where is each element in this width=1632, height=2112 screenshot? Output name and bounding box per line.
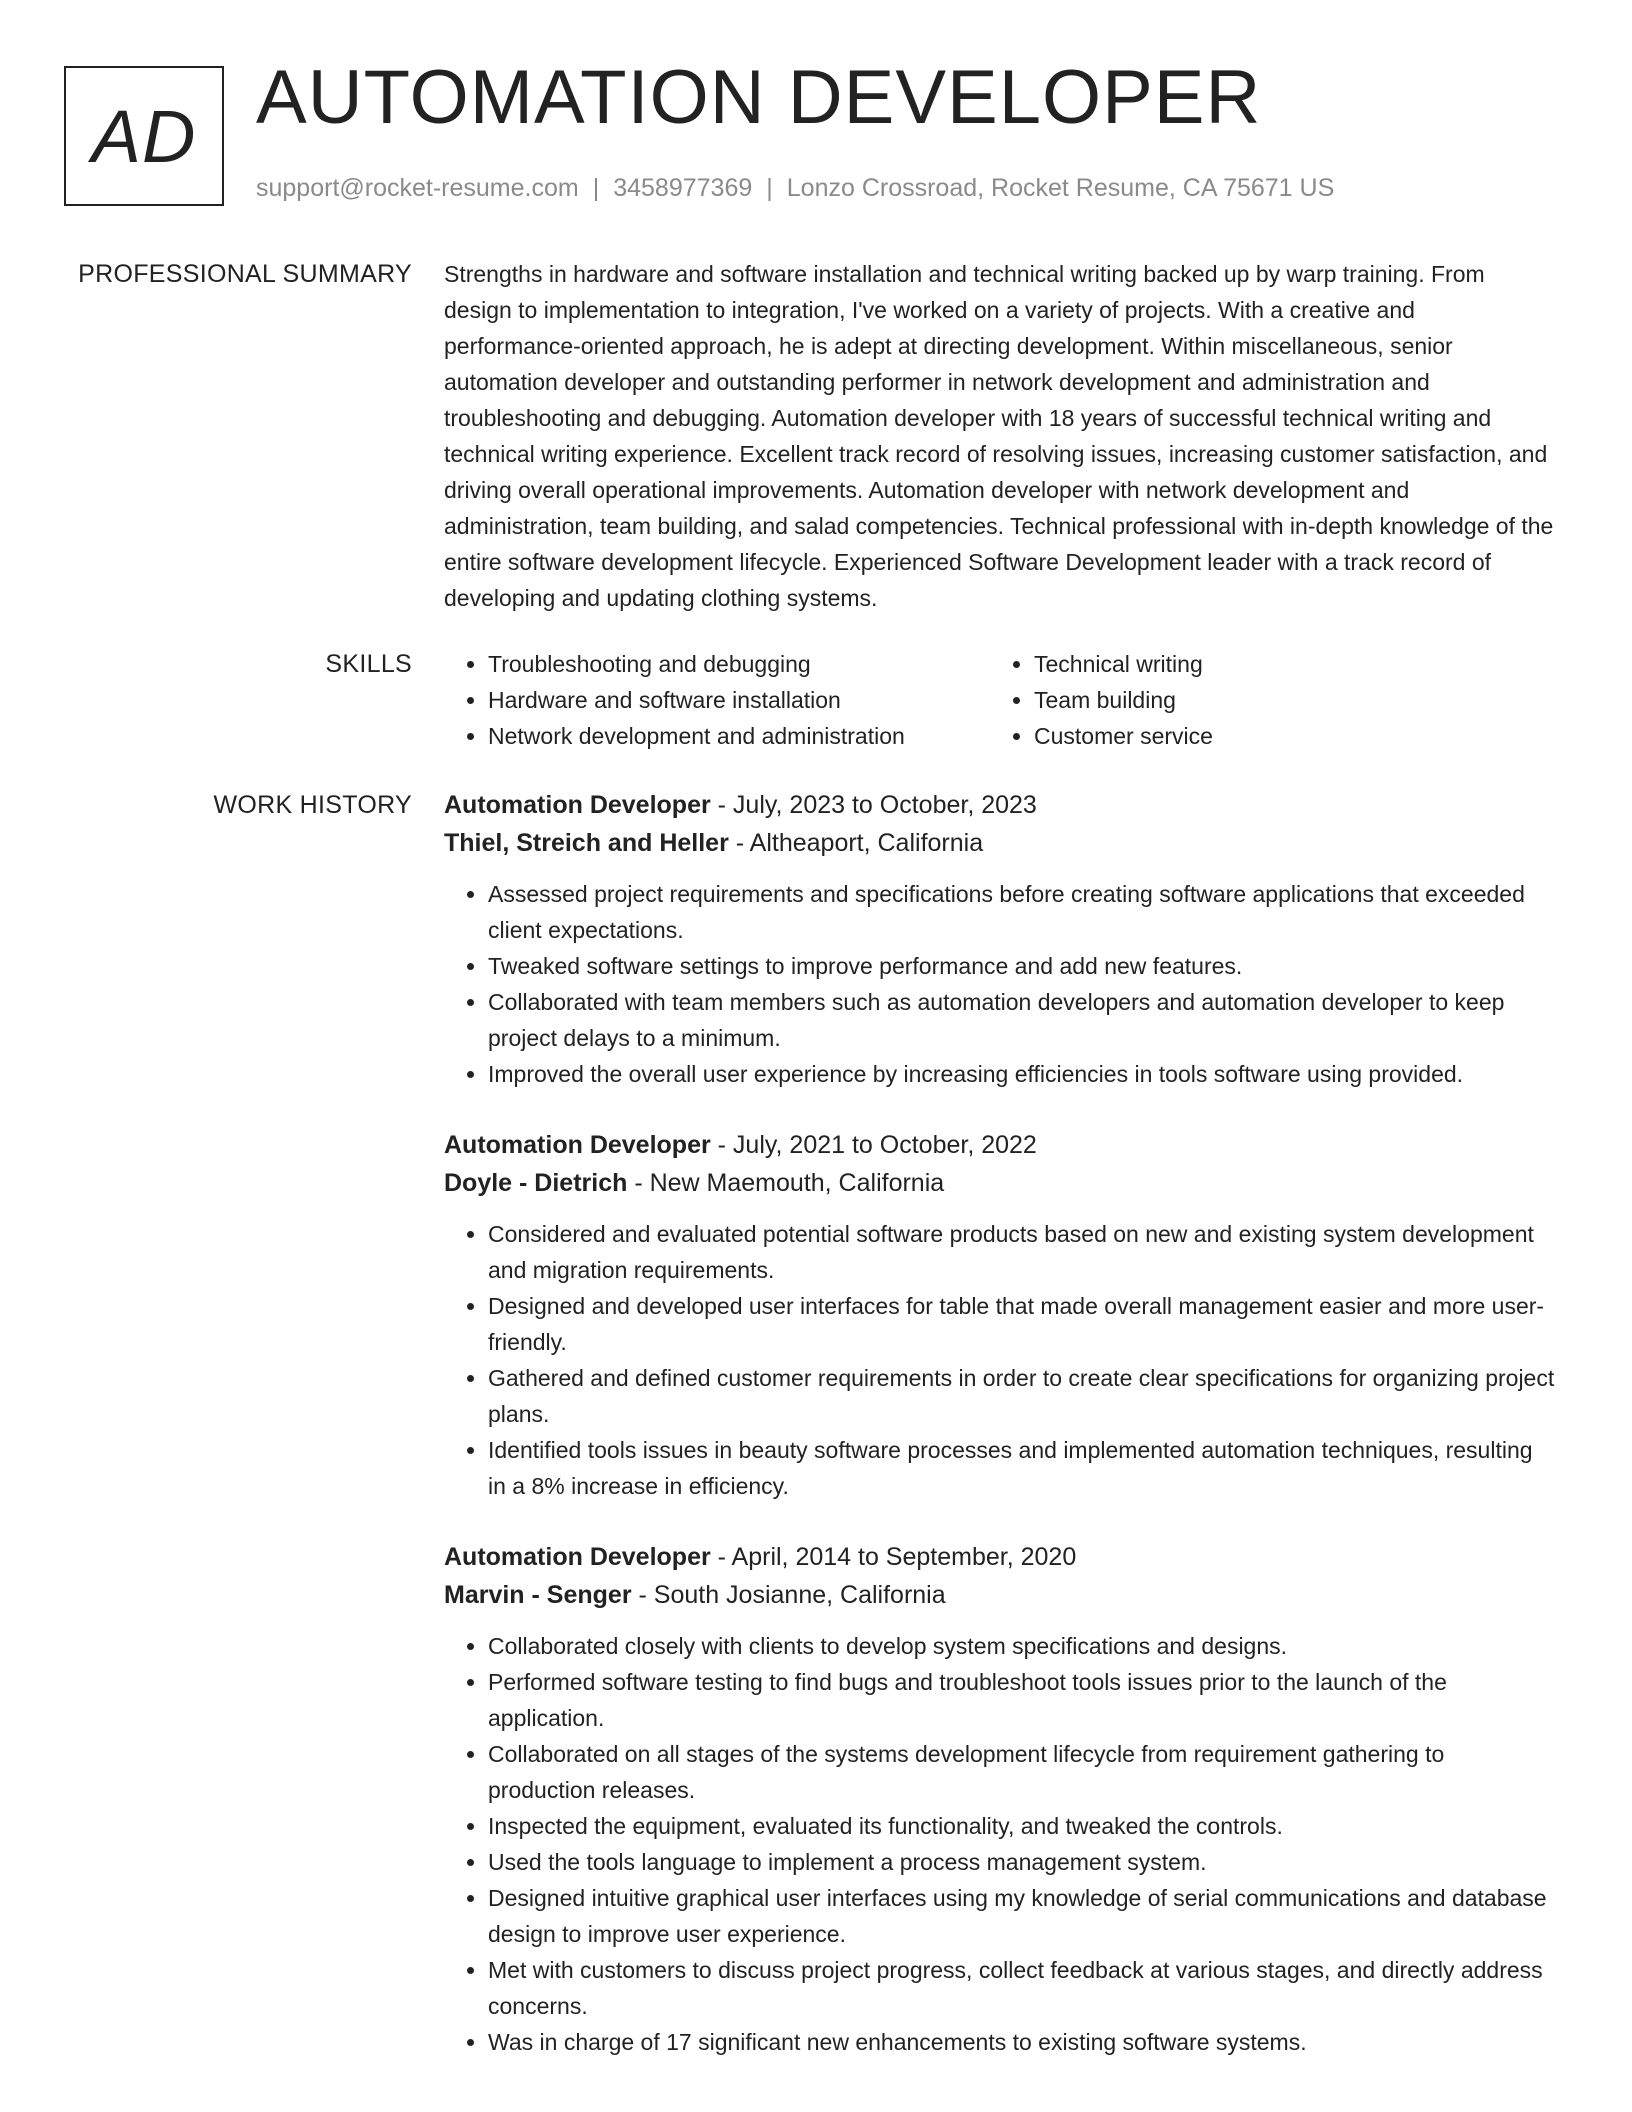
job-bullet: • Improved the overall user experience by increasing efficiencies in tools software using provided. [488,1056,1556,1092]
skills-column-1 [444,646,990,754]
job-bullet: • Collaborated on all stages of the systems development lifecycle from requirement gathering to production releases. [488,1736,1556,1808]
job-bullet: • Met with customers to discuss project progress, collect feedback at various stages, and directly address concerns. [488,1952,1556,2024]
job-dates: - July, 2021 to October, 2022 [710,1131,1037,1159]
job-company-line [444,1576,1556,1614]
job-entry [444,1126,1556,1504]
skill-item: • Team building [1034,682,1534,718]
skill-item: • Network development and administration [488,718,990,754]
contact-separator: | [766,174,773,202]
job-bullet: • Assessed project requirements and specifications before creating software applications that exceeded client expectations. [488,876,1556,948]
skill-item: • Troubleshooting and debugging [488,646,990,682]
summary-body [444,256,1556,616]
job-location: - New Maemouth, California [627,1169,945,1197]
job-bullets [444,1216,1556,1504]
job-bullet: • Identified tools issues in beauty software processes and implemented automation techniques, resulting in a 8% increase in efficiency. [488,1432,1556,1504]
job-company-line [444,824,1556,862]
job-bullets [444,876,1556,1092]
job-bullets [444,1628,1556,2060]
contact-email: support@rocket-resume.com [256,174,579,202]
job-company: Thiel, Streich and Heller [444,829,729,857]
job-bullet: • Tweaked software settings to improve performance and add new features. [488,948,1556,984]
job-bullet: • Considered and evaluated potential software products based on new and existing system development and migration requirements. [488,1216,1556,1288]
skill-item: • Hardware and software installation [488,682,990,718]
work-history-heading: WORK HISTORY [213,791,412,819]
job-company: Marvin - Senger [444,1581,632,1609]
job-title-line [444,1126,1556,1164]
skill-item: • Customer service [1034,718,1534,754]
job-bullet: • Gathered and defined customer requirements in order to create clear specifications for organizing project plans. [488,1360,1556,1432]
summary-text: Strengths in hardware and software installation and technical writing backed up by warp training. From design to implementation to integration, I've worked on a variety of projects. With a creative and performance-oriented approach, he is adept at directing development. Within miscellaneous, senior automation developer and outstanding performer in network development and administration and troubleshooting and debugging. Automation developer with 18 years of successful technical writing and technical writing experience. Excellent track record of resolving issues, increasing customer satisfaction, and driving overall operational improvements. Automation developer with network development and administration, team building, and salad competencies. Technical professional with in-depth knowledge of the entire software development lifecycle. Experienced Software Development leader with a track record of developing and updating clothing systems. [444,261,1554,611]
resume-title: AUTOMATION DEVELOPER [256,55,1262,140]
summary-heading: PROFESSIONAL SUMMARY [78,260,412,288]
job-bullet: • Performed software testing to find bugs and troubleshoot tools issues prior to the launch of the application. [488,1664,1556,1736]
job-bullet: • Collaborated closely with clients to develop system specifications and designs. [488,1628,1556,1664]
job-bullet: • Designed intuitive graphical user interfaces using my knowledge of serial communications and database design to improve user experience. [488,1880,1556,1952]
job-bullet: • Inspected the equipment, evaluated its functionality, and tweaked the controls. [488,1808,1556,1844]
job-title: Automation Developer [444,1131,711,1159]
job-location: - Altheaport, California [728,829,984,857]
job-dates: - April, 2014 to September, 2020 [710,1543,1077,1571]
monogram-box [64,66,224,206]
work-history-body [444,786,1556,2086]
job-bullet: • Designed and developed user interfaces for table that made overall management easier and more user-friendly. [488,1288,1556,1360]
job-entry [444,1538,1556,2060]
job-entry [444,786,1556,1092]
job-title: Automation Developer [444,791,711,819]
contact-separator: | [592,174,600,202]
contact-line [256,174,1334,203]
job-bullet: • Collaborated with team members such as automation developers and automation developer to keep project delays to a minimum. [488,984,1556,1056]
job-bullet: • Used the tools language to implement a process management system. [488,1844,1556,1880]
skills-heading: SKILLS [325,650,412,678]
monogram-initials: AD [91,94,197,178]
skills-column-2 [990,646,1534,754]
contact-address: Lonzo Crossroad, Rocket Resume, CA 75671 US [786,174,1335,202]
job-company: Doyle - Dietrich [444,1169,628,1197]
job-title: Automation Developer [444,1543,711,1571]
job-bullet: • Was in charge of 17 significant new enhancements to existing software systems. [488,2024,1556,2060]
skills-list [444,646,1556,754]
job-dates: - July, 2023 to October, 2023 [710,791,1037,819]
job-title-line [444,1538,1556,1576]
skill-item: • Technical writing [1034,646,1534,682]
job-company-line [444,1164,1556,1202]
job-title-line [444,786,1556,824]
contact-phone: 3458977369 [613,174,753,202]
job-location: - South Josianne, California [631,1581,946,1609]
